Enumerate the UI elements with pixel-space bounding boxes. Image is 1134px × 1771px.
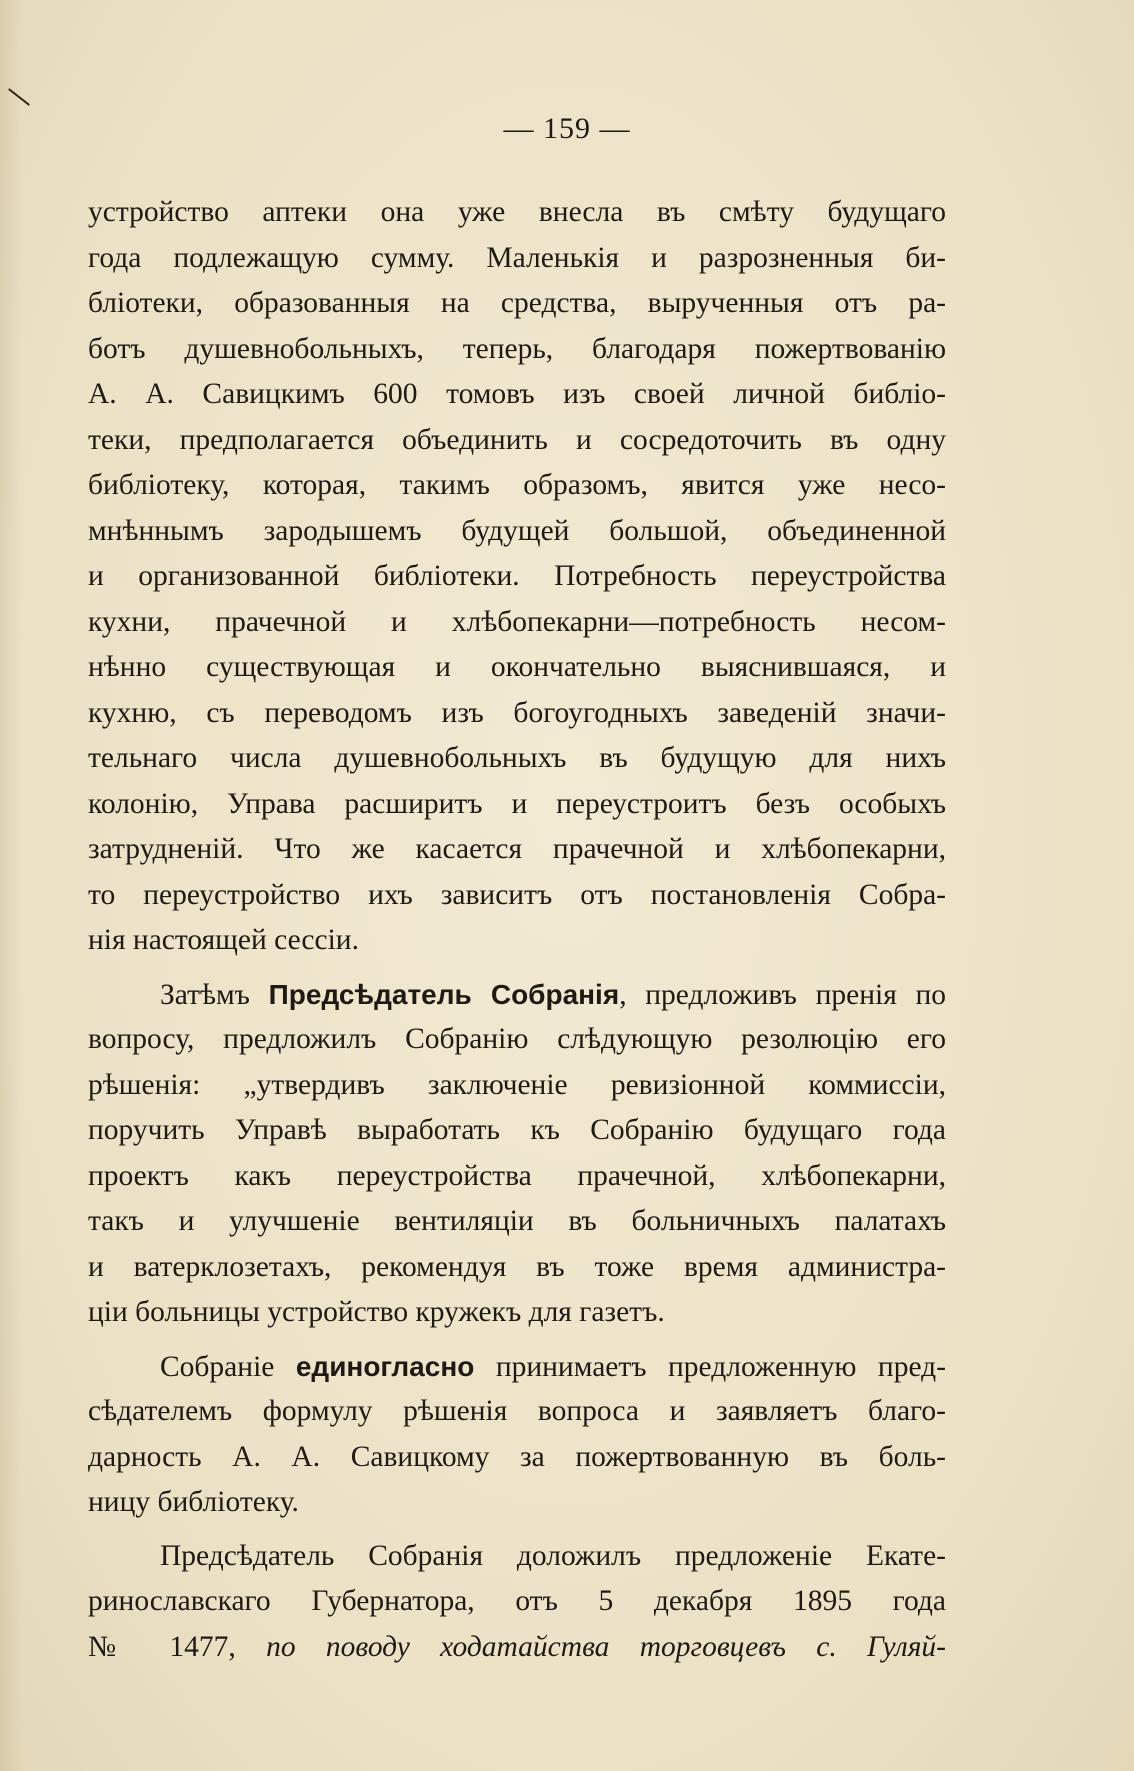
page-edge-shadow bbox=[0, 0, 22, 1771]
text-line: рѣшенія: „утвердивъ заключеніе ревизіонной коммиссіи, bbox=[88, 1068, 946, 1101]
text-span: Собраніе bbox=[160, 1350, 296, 1383]
text-line: А. А. Савицкимъ 600 томовъ изъ своей личной библіо- bbox=[88, 378, 946, 410]
body-text bbox=[88, 190, 946, 1670]
text-span: принимаетъ предложенную пред- bbox=[474, 1350, 946, 1383]
bold-decision: единогласно bbox=[295, 1350, 475, 1382]
text-line: устройство аптеки она уже внесла въ смѣту будущаго bbox=[88, 196, 946, 228]
text-line: сѣдателемъ формулу рѣшенія вопроса и заявляетъ благо- bbox=[88, 1395, 946, 1427]
text-line: теки, предполагается объединить и сосредоточить въ одну bbox=[88, 423, 946, 456]
text-line: нія настоящей сессіи. bbox=[88, 924, 359, 956]
text-line: поручить Управѣ выработать къ Собранію будущаго года bbox=[88, 1114, 946, 1146]
text-line: нѣнно существующая и окончательно выяснившаяся, и bbox=[88, 651, 946, 683]
text-span: Затѣмъ bbox=[160, 978, 269, 1011]
text-line: ницу библіотеку. bbox=[88, 1486, 299, 1518]
paragraph-1 bbox=[88, 190, 946, 964]
text-line: такъ и улучшеніе вентиляціи въ больничныхъ палатахъ bbox=[88, 1205, 946, 1237]
text-line: проектъ какъ переустройства прачечной, хлѣбопекарни, bbox=[88, 1159, 946, 1192]
text-line: тельнаго числа душевнобольныхъ въ будущую для нихъ bbox=[88, 742, 946, 774]
text-line-last bbox=[88, 1625, 946, 1671]
text-span: № 1477, bbox=[88, 1630, 267, 1663]
text-line: и организованной библіотеки. Потребность переустройства bbox=[88, 560, 946, 592]
text-line: вопросу, предложилъ Собранію слѣдующую резолюцію его bbox=[88, 1023, 946, 1055]
text-line: дарность А. А. Савицкому за пожертвованную въ боль- bbox=[88, 1440, 946, 1473]
text-line: бліотеки, образованныя на средства, вырученныя отъ ра- bbox=[88, 287, 946, 319]
text-line-first bbox=[88, 972, 946, 1018]
text-line-first: Предсѣдатель Собранія доложилъ предложеніе Екате- bbox=[160, 1539, 946, 1572]
text-line: мнѣннымъ зародышемъ будущей большой, объединенной bbox=[88, 514, 946, 547]
bold-speaker-name: Предсѣдатель Собранія bbox=[268, 978, 620, 1010]
text-span: , предложивъ пренія по bbox=[619, 978, 947, 1011]
page-number: — 159 — bbox=[503, 112, 631, 145]
text-line: ботъ душевнобольныхъ, теперь, благодаря пожертвованію bbox=[88, 332, 946, 365]
text-line: года подлежащую сумму. Маленькія и разрозненныя би- bbox=[88, 241, 946, 274]
text-line: затрудненій. Что же касается прачечной и хлѣбопекарни, bbox=[88, 833, 946, 865]
text-line: кухни, прачечной и хлѣбопекарни—потребность несом- bbox=[88, 605, 946, 638]
paragraph-3 bbox=[88, 1344, 946, 1526]
text-line: библіотеку, которая, такимъ образомъ, явится уже несо- bbox=[88, 469, 946, 501]
text-line: кухню, съ переводомъ изъ богоугодныхъ заведеній значи- bbox=[88, 696, 946, 729]
text-line: колонію, Управа расширитъ и переустроитъ безъ особыхъ bbox=[88, 787, 946, 820]
text-line: и ватерклозетахъ, рекомендуя въ тоже время администра- bbox=[88, 1250, 946, 1283]
paragraph-4 bbox=[88, 1534, 946, 1671]
paragraph-2 bbox=[88, 972, 946, 1336]
text-line: ринославскаго Губернатора, отъ 5 декабря 1895 года bbox=[88, 1585, 946, 1617]
text-line: то переустройство ихъ зависитъ отъ постановленія Собра- bbox=[88, 878, 946, 911]
italic-span: по поводу ходатайства торговцевъ с. Гуляй- bbox=[266, 1630, 946, 1663]
text-line: ціи больницы устройство кружекъ для газетъ. bbox=[88, 1296, 665, 1328]
text-line-first bbox=[88, 1344, 946, 1390]
